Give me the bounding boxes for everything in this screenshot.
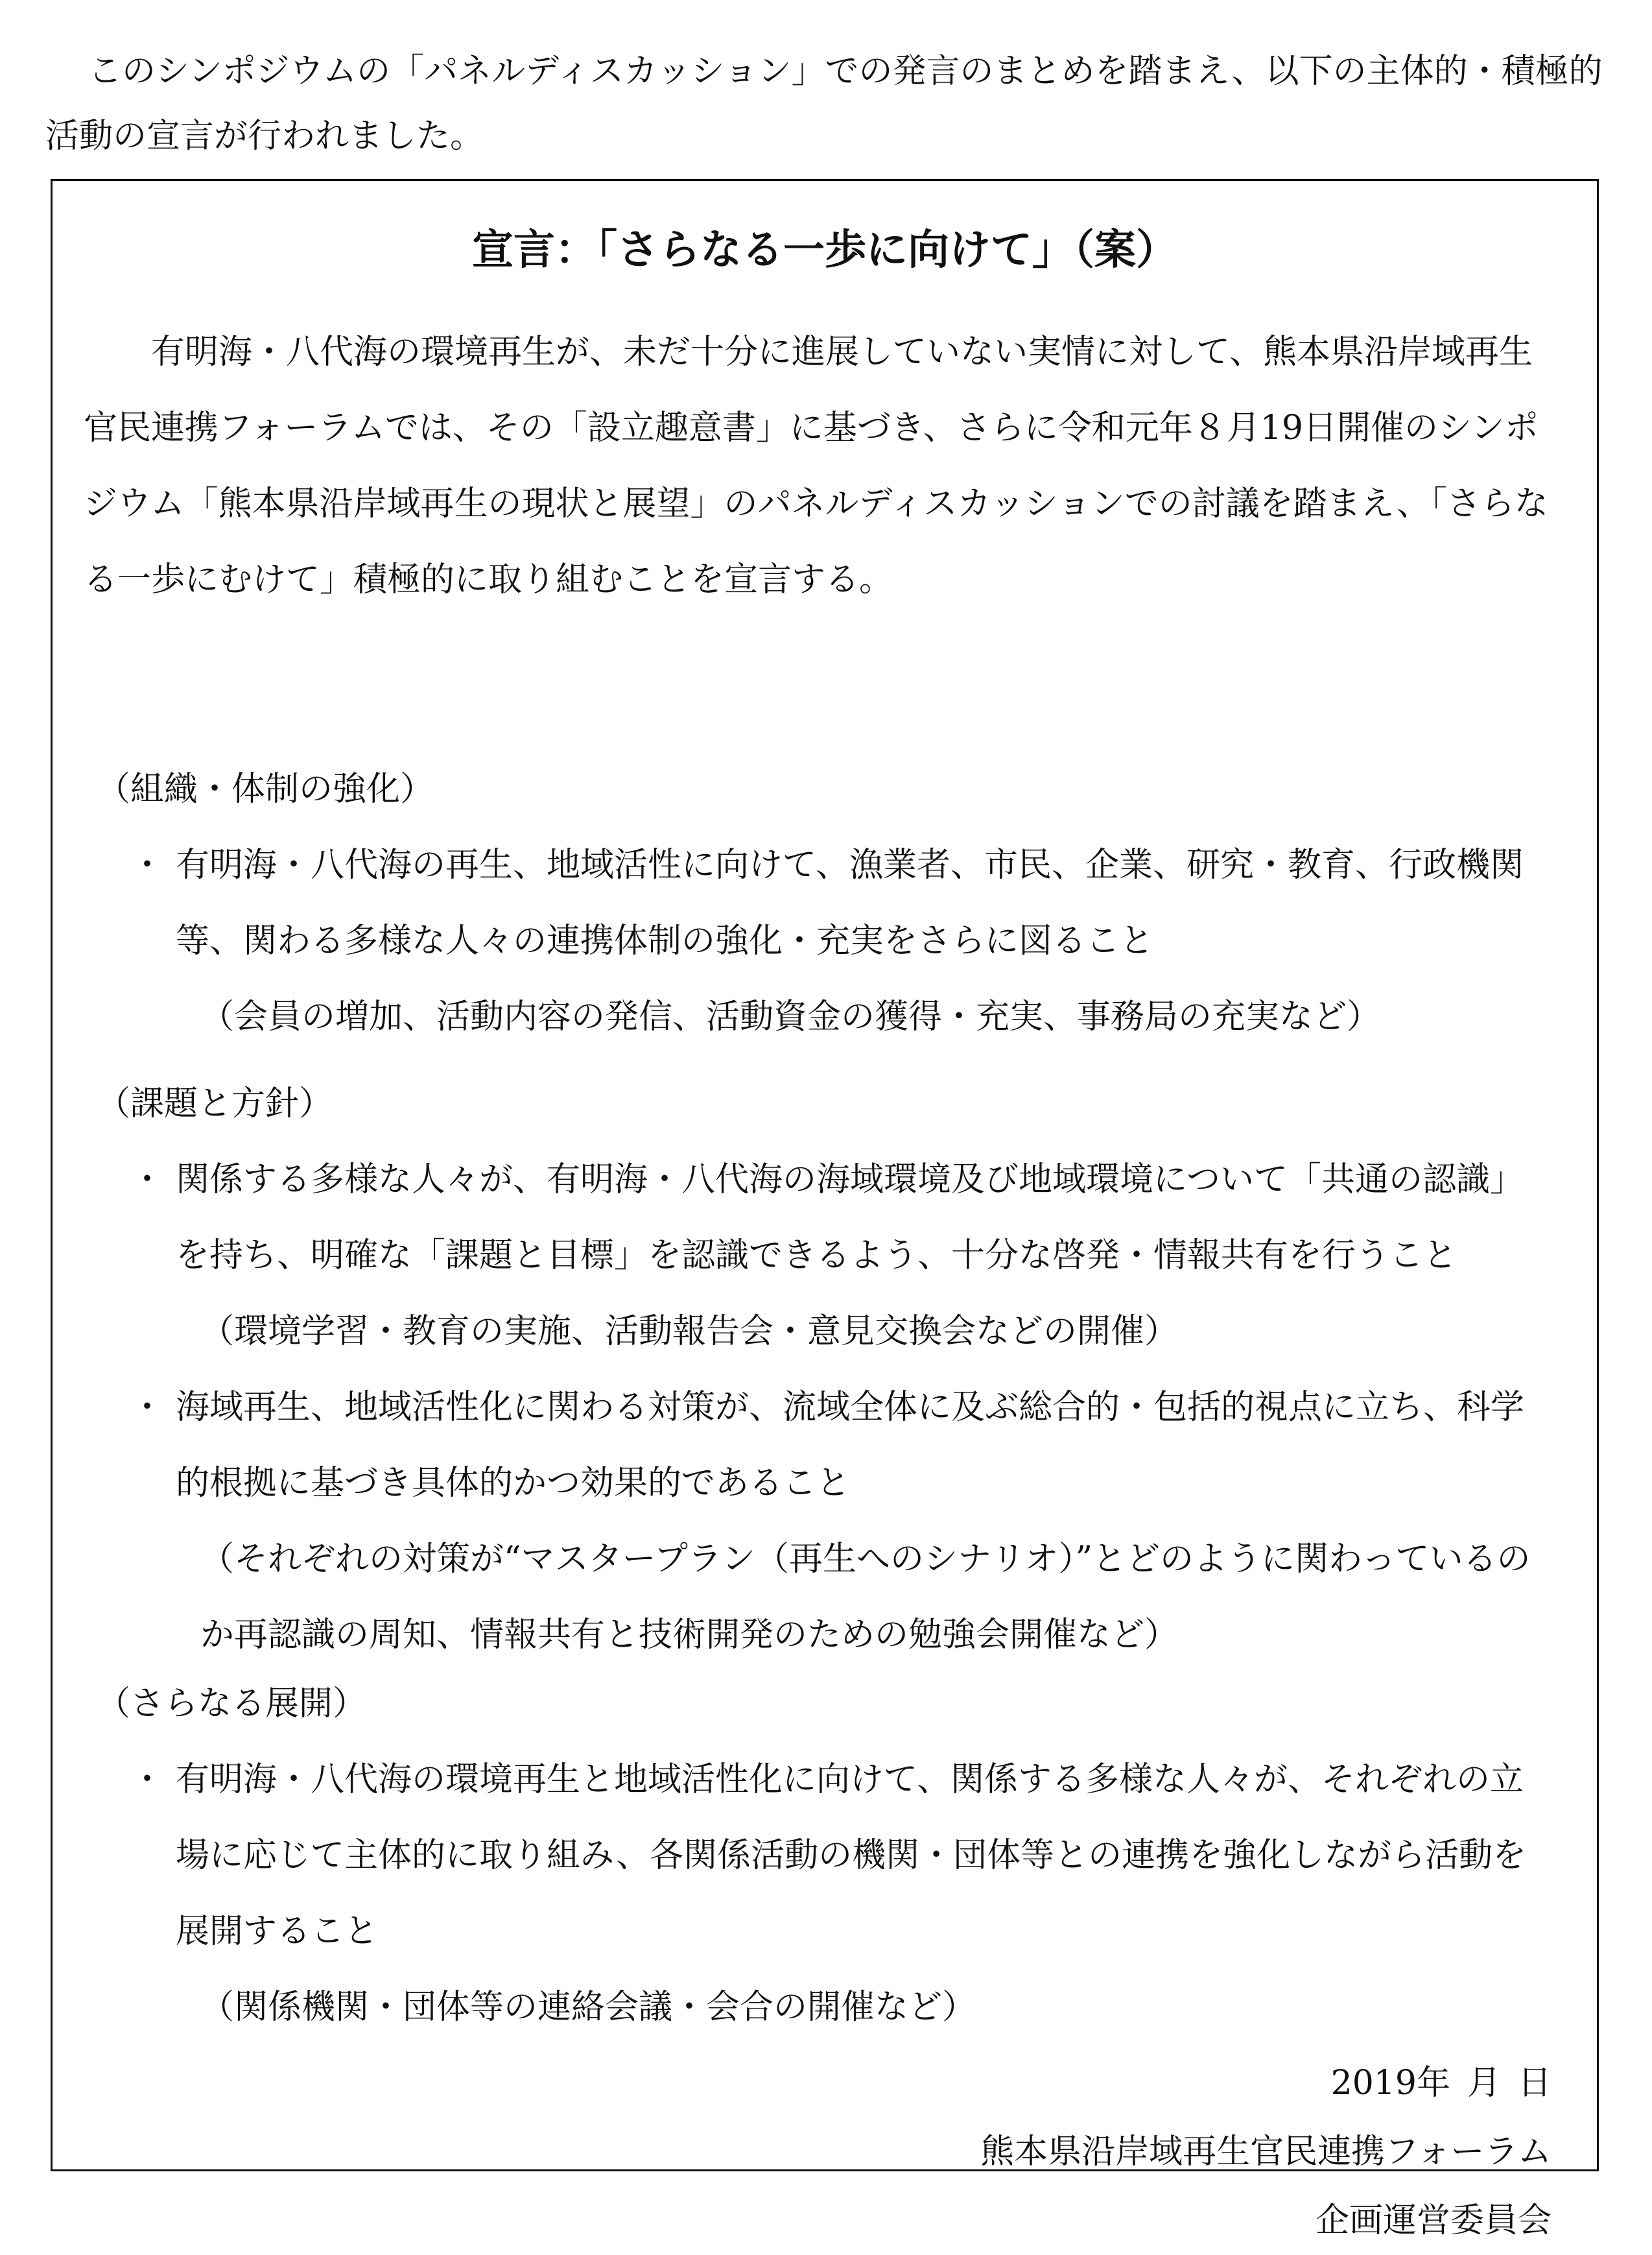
list-item <box>97 1742 1555 1970</box>
declaration-lead: 有明海・八代海の環境再生が、未だ十分に進展していない実情に対して、熊本県沿岸域再生官民連携フォーラムでは、その「設立趣意書」に基づき、さらに令和元年８月19日開催のシンポジウム「熊本県沿岸域再生の現状と展望」のパネルディスカッションでの討議を踏まえ、「さらなる一歩にむけて」積極的に取り組むことを宣言する。 <box>84 333 1548 599</box>
list-item <box>97 1370 1555 1521</box>
section-heading: （組織・体制の強化） <box>97 770 434 809</box>
signature-month: 月 <box>1467 2064 1501 2103</box>
section-organization <box>97 752 1555 1055</box>
declaration-box <box>51 179 1599 2240</box>
bullet-mark: ・ <box>130 1160 165 1199</box>
signature-organization: 熊本県沿岸域再生官民連携フォーラム <box>980 2132 1552 2171</box>
signature-committee: 企画運営委員会 <box>1315 2201 1552 2240</box>
section-issues-policy <box>97 1066 1555 1673</box>
item-note: （会員の増加、活動内容の発信、活動資金の獲得・充実、事務局の充実など） <box>200 997 1381 1036</box>
item-note: （環境学習・教育の実施、活動報告会・意見交換会などの開催） <box>200 1312 1179 1351</box>
item-text: 有明海・八代海の環境再生と地域活性化に向けて、関係する多様な人々が、それぞれの立場に応じて主体的に取り組み、各関係活動の機関・団体等との連携を強化しながら活動を展開すること <box>176 1760 1527 1951</box>
signature-day: 日 <box>1517 2064 1552 2103</box>
bullet-mark: ・ <box>130 1388 165 1427</box>
list-item <box>97 828 1555 979</box>
item-text: 関係する多様な人々が、有明海・八代海の海域環境及び地域環境について「共通の認識」を持ち、明確な「課題と目標」を認識できるよう、十分な啓発・情報共有を行うこと <box>176 1160 1524 1275</box>
bullet-mark: ・ <box>130 846 165 885</box>
signature-year: 2019年 <box>1330 2064 1450 2103</box>
bullet-mark: ・ <box>130 1760 165 1799</box>
section-further-development <box>97 1666 1555 2046</box>
item-note: （関係機関・団体等の連絡会議・会合の開催など） <box>200 1988 976 2027</box>
intro-text: このシンポジウムの「パネルディスカッション」での発言のまとめを踏まえ、以下の主体的・積極的活動の宣言が行われました。 <box>45 52 1603 156</box>
list-item <box>97 1142 1555 1294</box>
section-heading: （さらなる展開） <box>97 1684 367 1723</box>
item-text: 有明海・八代海の再生、地域活性に向けて、漁業者、市民、企業、研究・教育、行政機関等、関わる多様な人々の連携体制の強化・充実をさらに図ること <box>176 846 1524 960</box>
section-heading: （課題と方針） <box>97 1084 333 1123</box>
signature-date <box>644 2049 1552 2118</box>
item-note: （それぞれの対策が“マスタープラン（再生へのシナリオ）”とどのように関わっているのか再認識の周知、情報共有と技術開発のための勉強会開催など） <box>200 1540 1531 1654</box>
item-text: 海域再生、地域活性化に関わる対策が、流域全体に及ぶ総合的・包括的視点に立ち、科学的根拠に基づき具体的かつ効果的であること <box>176 1388 1525 1503</box>
declaration-title: 宣言：「さらなる一歩に向けて」（案） <box>472 226 1177 274</box>
